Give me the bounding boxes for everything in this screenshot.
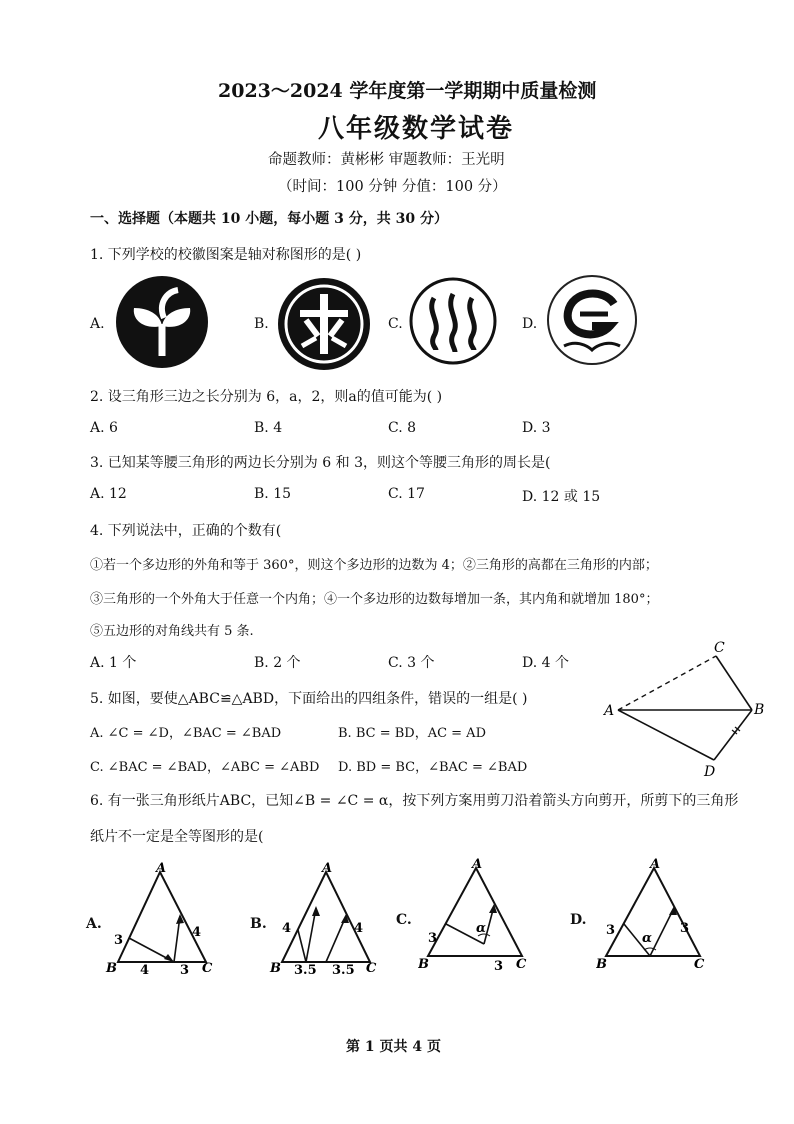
q1-label-d: D. xyxy=(522,316,538,332)
q3-option-a: A. 12 xyxy=(90,486,127,502)
tree-characters-emblem-icon xyxy=(276,276,372,372)
q6a-num-3: 4 xyxy=(192,925,202,940)
page-number: 第 1 页共 4 页 xyxy=(346,1039,441,1055)
q5-label-c: C xyxy=(714,640,725,656)
q2-option-a: A. 6 xyxy=(90,420,118,436)
q6d-right-label: C xyxy=(694,957,705,972)
q5-option-c: C. ∠BAC = ∠BAD，∠ABC = ∠ABD xyxy=(90,760,320,775)
q6-figure-d xyxy=(596,856,712,976)
q3-option-b: B. 15 xyxy=(254,486,292,502)
wavy-lines-emblem-icon xyxy=(408,276,498,366)
q6c-right-label: C xyxy=(516,957,527,972)
q6b-num-4: 3.5 xyxy=(332,963,355,978)
q1-label-c: C. xyxy=(388,316,403,332)
q6b-top-label: A xyxy=(322,861,333,876)
q6c-alpha: α xyxy=(476,921,487,936)
q6-label-a: A. xyxy=(86,916,102,932)
q6c-left-label: B xyxy=(418,957,429,972)
q6a-num-1: 3 xyxy=(114,933,124,948)
q6b-right-label: C xyxy=(366,961,377,976)
q6-label-b: B. xyxy=(250,916,267,932)
q6a-num-2: 4 xyxy=(140,963,150,978)
q6a-right-label: C xyxy=(202,961,213,976)
author-line: 命题教师：黄彬彬 审题教师：王光明 xyxy=(268,152,505,168)
g-letter-emblem-icon xyxy=(544,274,640,368)
q5-triangle-figure xyxy=(596,636,776,782)
q5-label-b: B xyxy=(754,702,765,718)
exam-title: 2023～2024 学年度第一学期期中质量检测 xyxy=(218,80,597,102)
q6-label-d: D. xyxy=(570,912,587,928)
q6d-num-1: 3 xyxy=(606,923,616,938)
q6c-top-label: A xyxy=(472,857,483,872)
question-3-stem: 3. 已知某等腰三角形的两边长分别为 6 和 3，则这个等腰三角形的周长是( xyxy=(90,455,551,471)
q5-option-b: B. BC = BD，AC = AD xyxy=(338,726,486,741)
q4-option-d: D. 4 个 xyxy=(522,655,569,671)
q4-option-a: A. 1 个 xyxy=(90,655,137,671)
q2-option-c: C. 8 xyxy=(388,420,417,436)
q6b-num-1: 4 xyxy=(282,921,292,936)
q2-option-d: D. 3 xyxy=(522,420,551,436)
q4-option-b: B. 2 个 xyxy=(254,655,301,671)
q6-label-c: C. xyxy=(396,912,412,928)
q6d-num-2: 3 xyxy=(680,921,690,936)
q6a-num-4: 3 xyxy=(180,963,190,978)
q1-label-b: B. xyxy=(254,316,269,332)
q5-option-a: A. ∠C = ∠D，∠BAC = ∠BAD xyxy=(90,726,282,741)
q2-option-b: B. 4 xyxy=(254,420,283,436)
question-4-stem: 4. 下列说法中，正确的个数有( xyxy=(90,523,282,539)
q6c-num-2: 3 xyxy=(494,959,504,974)
q6b-num-3: 3.5 xyxy=(294,963,317,978)
section-heading: 一、选择题（本题共 10 小题，每小题 3 分，共 30 分） xyxy=(90,211,448,227)
question-2-stem: 2. 设三角形三边之长分别为 6，a，2，则a的值可能为( ) xyxy=(90,389,443,405)
exam-subtitle: 八年级数学试卷 xyxy=(318,114,515,144)
q6d-left-label: B xyxy=(596,957,607,972)
q6-figure-b xyxy=(268,860,384,980)
q6d-top-label: A xyxy=(650,857,661,872)
q3-option-d: D. 12 或 15 xyxy=(522,489,601,505)
q3-option-c: C. 17 xyxy=(388,486,425,502)
q4-option-c: C. 3 个 xyxy=(388,655,435,671)
q6b-left-label: B xyxy=(270,961,281,976)
q4-statement-line-2: ③三角形的一个外角大于任意一个内角；④一个多边形的边数每增加一条，其内角和就增加 180°； xyxy=(90,592,659,607)
q6d-alpha: α xyxy=(642,931,653,946)
question-6-stem: 6. 有一张三角形纸片ABC，已知∠B = ∠C = α，按下列方案用剪刀沿着箭头方向剪开，所剪下的三角形 xyxy=(90,793,739,809)
question-6-stem-line-2: 纸片不一定是全等图形的是( xyxy=(90,829,264,845)
q6b-num-2: 4 xyxy=(354,921,364,936)
q6-figure-c xyxy=(418,856,534,976)
q4-statement-line-1: ①若一个多边形的外角和等于 360°，则这个多边形的边数为 4；②三角形的高都在三角形的内部； xyxy=(90,558,658,573)
q6a-left-label: B xyxy=(106,961,117,976)
sprout-emblem-icon xyxy=(114,274,210,370)
time-line: （时间：100 分钟 分值：100 分） xyxy=(278,179,507,195)
q6-figure-a xyxy=(104,860,220,980)
q6c-num-1: 3 xyxy=(428,931,438,946)
q5-label-d: D xyxy=(704,764,716,780)
question-1-stem: 1. 下列学校的校徽图案是轴对称图形的是( ) xyxy=(90,247,362,263)
q6a-top-label: A xyxy=(156,861,167,876)
question-5-stem: 5. 如图，要使△ABC≌△ABD，下面给出的四组条件，错误的一组是( ) xyxy=(90,691,528,707)
q4-statement-line-3: ⑤五边形的对角线共有 5 条. xyxy=(90,624,254,639)
q1-label-a: A. xyxy=(90,316,105,332)
q5-option-d: D. BD = BC，∠BAC = ∠BAD xyxy=(338,760,528,775)
q5-label-a: A xyxy=(604,703,615,719)
